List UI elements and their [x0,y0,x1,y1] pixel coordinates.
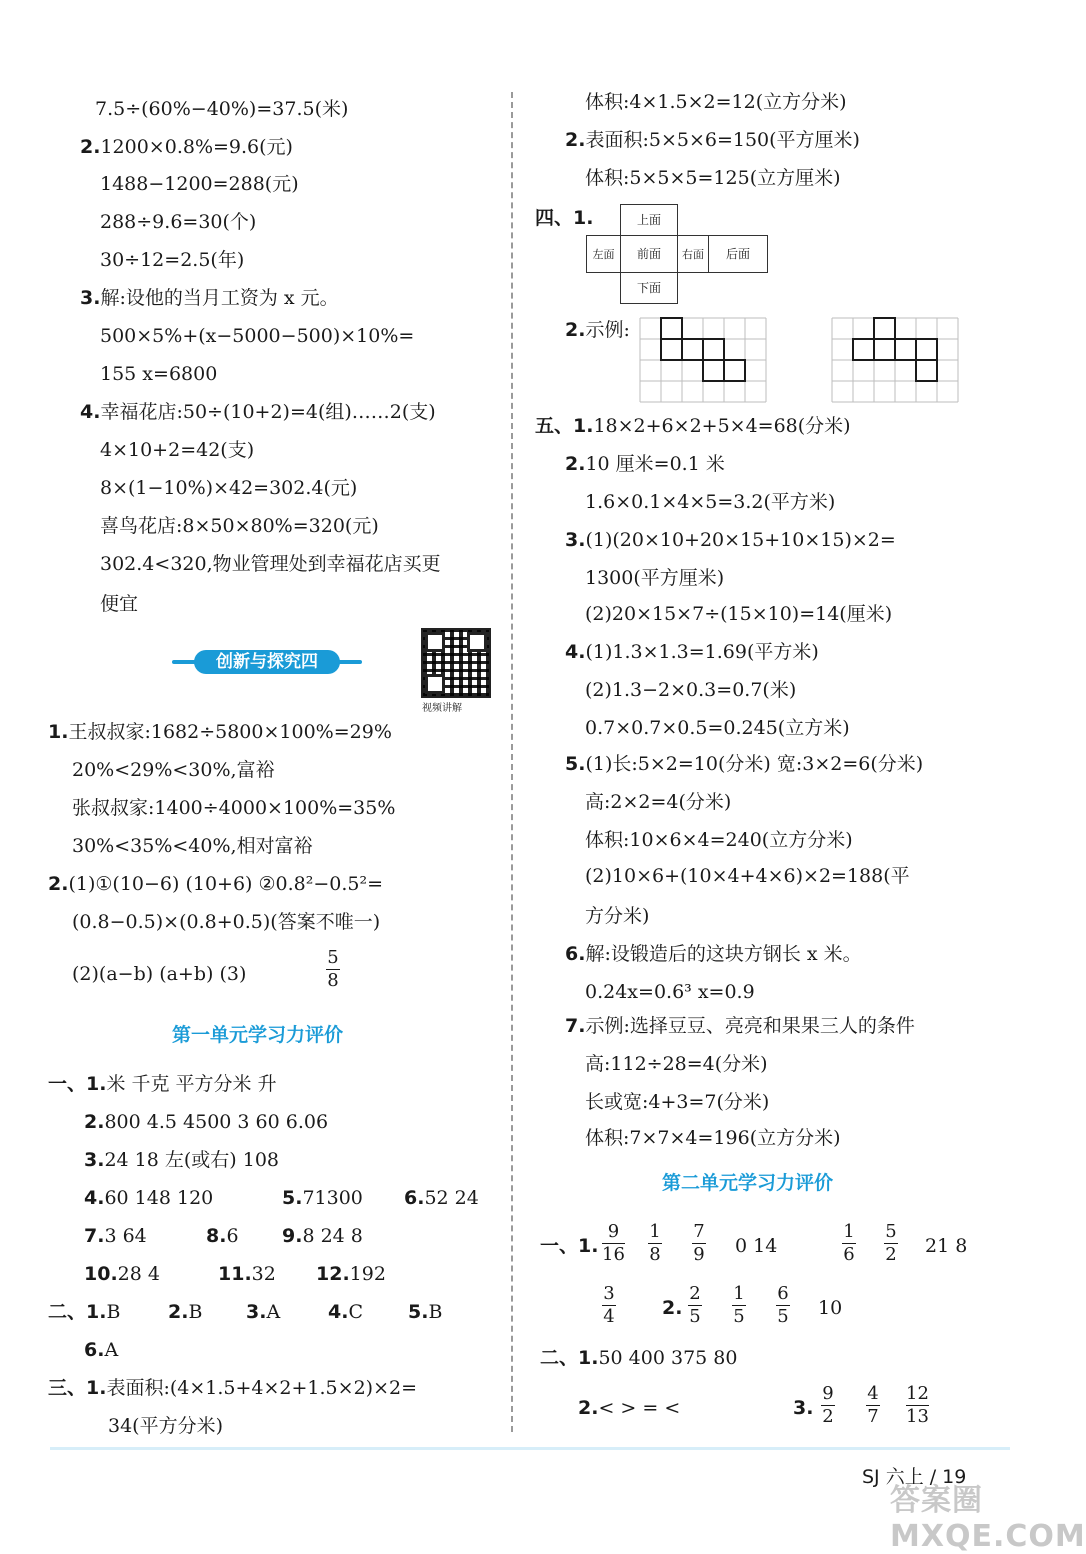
answer-text: (2)1.3−2×0.3=0.7(米) [585,679,797,701]
fraction-denominator: 2 [822,1406,834,1427]
answer-text: 4×10+2=42(支) [100,439,255,461]
answer-line [316,1262,386,1286]
answer-line [100,438,254,462]
question-number: 4. [328,1301,349,1323]
net-left-face: 左面 [586,235,621,273]
question-number: 7. [565,1015,586,1037]
fraction-denominator: 8 [327,970,339,991]
fraction-denominator: 7 [867,1406,879,1427]
answer-text: 10 [818,1297,843,1319]
answer-text: 王叔叔家:1682÷5800×100%=29% [68,721,392,743]
question-number: 3. [793,1397,814,1419]
answer-text: 体积:7×7×4=196(立方分米) [585,1127,841,1149]
answer-line [108,1414,223,1438]
answer-line [246,1300,280,1324]
fraction [821,1384,835,1427]
question-number: 一、1. [48,1073,107,1095]
question-number: 2. [80,136,101,158]
question-number: 2. [565,453,586,475]
question-number: 3. [80,287,101,309]
answer-line [585,678,796,702]
answer-text: 高:112÷28=4(分米) [585,1053,768,1075]
answer-text: 302.4<320,物业管理处到幸福花店买更 [100,553,441,575]
answer-line [585,602,892,626]
answer-text: 0 14 [735,1235,778,1257]
answer-text: 长或宽:4+3=7(分米) [585,1091,770,1113]
qr-label: 视频讲解 [422,703,462,714]
answer-line [585,90,847,114]
answer-line [84,1224,147,1248]
answer-text: (2)20×15×7÷(15×10)=14(厘米) [585,603,893,625]
fraction [842,1222,856,1265]
answer-text: < > = < [598,1397,681,1419]
answer-line [578,1396,680,1420]
question-number: 2. [565,129,586,151]
answer-line [585,1126,841,1150]
question-number: 10. [84,1263,118,1285]
answer-line [565,640,819,664]
fraction [648,1222,662,1265]
answer-line [100,324,414,348]
answer-text: 示例: [585,319,630,341]
question-number: 2. [168,1301,189,1323]
answer-line [72,962,246,986]
answer-text: (1)①(10−6) (10+6) ②0.8²−0.5²= [68,873,384,895]
answer-line [218,1262,276,1286]
answer-text: 28 4 [117,1263,160,1285]
answer-line [328,1300,363,1324]
answer-line [95,97,348,121]
question-number: 3. [565,529,586,551]
answer-line [282,1224,363,1248]
answer-text: C [348,1301,363,1323]
question-number: 12. [316,1263,350,1285]
answer-line [100,592,138,616]
net-front-face: 前面 [620,235,678,273]
answer-text: (1)1.3×1.3=1.69(平方米) [585,641,819,663]
answer-text: (1)长:5×2=10(分米) 宽:3×2=6(分米) [585,753,924,775]
net-bottom-face: 下面 [620,272,678,304]
fraction-denominator: 8 [649,1244,661,1265]
fraction [602,1222,625,1265]
answer-text: 表面积:(4×1.5+4×2+1.5×2)×2= [106,1377,417,1399]
answer-line [80,286,339,310]
answer-line [585,828,853,852]
answer-text: 34(平方分米) [108,1415,224,1437]
answer-text: 52 24 [424,1187,479,1209]
answer-text: (1)(20×10+20×15+10×15)×2= [585,529,896,551]
answer-text: 192 [349,1263,386,1285]
question-number: 8. [206,1225,227,1247]
answer-text: 0.7×0.7×0.5=0.245(立方米) [585,717,850,739]
answer-line [48,720,392,744]
answer-line [84,1186,213,1210]
question-number: 二、1. [48,1301,107,1323]
fraction-denominator: 6 [843,1244,855,1265]
section-banner [172,648,362,676]
answer-line [565,452,725,476]
answer-text: 1200×0.8%=9.6(元) [100,136,293,158]
fraction-numerator: 4 [867,1383,879,1404]
question-number: 4. [565,641,586,663]
example-grid-2 [832,318,958,402]
answer-line [72,910,380,934]
answer-line [404,1186,479,1210]
answer-line [585,566,724,590]
answer-text: 表面积:5×5×6=150(平方厘米) [585,129,860,151]
fraction [776,1284,790,1327]
answer-line [535,414,851,438]
fraction-numerator: 2 [689,1283,701,1304]
fraction-numerator: 9 [822,1383,834,1404]
answer-text: 体积:4×1.5×2=12(立方分米) [585,91,847,113]
answer-line [585,490,835,514]
question-number: 4. [80,401,101,423]
qr-code-icon[interactable] [421,628,491,698]
answer-line [565,528,896,552]
answer-line [84,1262,160,1286]
question-number: 三、1. [48,1377,107,1399]
answer-text: 60 148 120 [104,1187,214,1209]
answer-line [540,1346,737,1370]
answer-text: 幸福花店:50÷(10+2)=4(组)……2(支) [100,401,436,423]
fraction [866,1384,880,1427]
fraction-numerator: 5 [327,947,339,968]
answer-text: 张叔叔家:1400÷4000×100%=35% [72,797,396,819]
answer-text: 1488−1200=288(元) [100,173,299,195]
question-number: 5. [408,1301,429,1323]
answer-line [565,318,630,342]
answer-text: 10 厘米=0.1 米 [585,453,725,475]
answer-text: A [104,1339,119,1361]
question-number: 11. [218,1263,252,1285]
fraction-denominator: 5 [733,1306,745,1327]
answer-line [206,1224,239,1248]
question-number: 四、1. [535,207,594,229]
answer-text: 体积:5×5×5=125(立方厘米) [585,167,841,189]
question-number: 2. [662,1297,683,1319]
answer-text: 7.5÷(60%−40%)=37.5(米) [95,98,349,120]
fraction-numerator: 7 [693,1221,705,1242]
question-number: 3. [246,1301,267,1323]
answer-line [100,476,357,500]
answer-line [585,1052,768,1076]
answer-text: 示例:选择豆豆、亮亮和果果三人的条件 [585,1015,915,1037]
fraction-denominator: 5 [689,1306,701,1327]
answer-line [662,1296,682,1320]
fraction [602,1284,616,1327]
fraction [884,1222,898,1265]
answer-line [565,752,923,776]
answer-text: 米 千克 平方分米 升 [106,1073,277,1095]
answer-line [408,1300,442,1324]
fraction-denominator: 9 [693,1244,705,1265]
answer-line [565,128,860,152]
answer-line [925,1234,967,1258]
answer-text: 20%<29%<30%,富裕 [72,759,275,781]
fraction [692,1222,706,1265]
fraction [732,1284,746,1327]
question-number: 3. [84,1149,105,1171]
question-number: 4. [84,1187,105,1209]
answer-line [100,362,217,386]
question-number: 5. [282,1187,303,1209]
question-number: 6. [565,943,586,965]
fraction [906,1384,929,1427]
watermark: 答案圈 MXQE.COM [890,1483,1086,1554]
answer-line [84,1110,328,1134]
answer-text: 30÷12=2.5(年) [100,249,245,271]
answer-line [100,552,441,576]
fraction [326,948,340,991]
fraction-numerator: 6 [777,1283,789,1304]
answer-text: 便宜 [100,593,139,615]
question-number: 2. [84,1111,105,1133]
question-number: 二、1. [540,1347,599,1369]
answer-line [793,1396,813,1420]
answer-text: 3 64 [104,1225,147,1247]
fraction-denominator: 4 [603,1306,615,1327]
answer-line [565,942,862,966]
fraction-denominator: 13 [906,1406,929,1427]
answer-text: 6 [226,1225,239,1247]
question-number: 7. [84,1225,105,1247]
fraction-denominator: 5 [777,1306,789,1327]
fraction-numerator: 9 [607,1221,620,1242]
answer-line [585,1090,769,1114]
answer-line [100,514,379,538]
answer-line [48,1300,120,1324]
answer-text: 高:2×2=4(分米) [585,791,732,813]
answer-text: 方分米) [585,905,650,927]
section-title-unit1: 第一单元学习力评价 [172,1024,344,1046]
net-back-face: 后面 [708,235,768,273]
answer-line [585,790,731,814]
answer-text: 32 [251,1263,276,1285]
answer-text: 18×2+6×2+5×4=68(分米) [593,415,851,437]
answer-line [80,135,293,159]
answer-line [168,1300,202,1324]
fraction-numerator: 12 [906,1383,929,1404]
question-number: 2. [565,319,586,341]
question-number: 6. [404,1187,425,1209]
answer-line [100,172,299,196]
answer-text: 1.6×0.1×4×5=3.2(平方米) [585,491,836,513]
answer-text: (0.8−0.5)×(0.8+0.5)(答案不唯一) [72,911,381,933]
answer-text: 8×(1−10%)×42=302.4(元) [100,477,358,499]
answer-line [585,166,841,190]
answer-text: 喜鸟花店:8×50×80%=320(元) [100,515,379,537]
answer-text: 800 4.5 4500 3 60 6.06 [104,1111,329,1133]
answer-line [72,758,275,782]
fraction-numerator: 3 [603,1283,615,1304]
question-number: 一、1. [540,1235,599,1257]
answer-text: 500×5%+(x−5000−500)×10%= [100,325,415,347]
banner-title: 创新与探究四 [194,650,340,674]
answer-line [48,1376,417,1400]
answer-text: 解:设锻造后的这块方钢长 x 米。 [585,943,862,965]
section-title-unit2: 第二单元学习力评价 [662,1172,834,1194]
answer-text: 288÷9.6=30(个) [100,211,257,233]
answer-text: B [106,1301,121,1323]
answer-text: 8 24 8 [302,1225,363,1247]
answer-text: 1300(平方厘米) [585,567,725,589]
answer-line [818,1296,842,1320]
fraction-denominator: 2 [885,1244,897,1265]
answer-line [100,210,256,234]
answer-line [565,1014,915,1038]
answer-text: 155 x=6800 [100,363,218,385]
answer-line [282,1186,363,1210]
answer-line [735,1234,777,1258]
answer-text: 30%<35%<40%,相对富裕 [72,835,313,857]
answer-text: 71300 [302,1187,363,1209]
question-number: 6. [84,1339,105,1361]
answer-text: (2)(a−b) (a+b) (3) [72,963,247,985]
net-top-face: 上面 [620,204,678,236]
example-grid-1 [640,318,766,402]
question-number: 2. [578,1397,599,1419]
question-number: 五、1. [535,415,594,437]
fraction-denominator: 16 [602,1244,625,1265]
fraction-numerator: 1 [843,1221,855,1242]
answer-line [585,716,850,740]
fraction-numerator: 5 [885,1221,897,1242]
answer-text: B [188,1301,203,1323]
answer-line [540,1234,598,1258]
answer-line [535,206,593,230]
net-right-face: 右面 [677,235,709,273]
page-footer: SJ 六上 / 19 [862,1466,967,1488]
answer-line [84,1148,279,1172]
answer-line [585,904,649,928]
fraction [688,1284,702,1327]
fraction-numerator: 1 [649,1221,661,1242]
answer-line [585,980,755,1004]
answer-text: (2)10×6+(10×4+4×6)×2=188(平 [585,865,910,887]
answer-text: 50 400 375 80 [598,1347,738,1369]
answer-text: 体积:10×6×4=240(立方分米) [585,829,853,851]
footer-divider [50,1447,1010,1450]
answer-line [72,796,395,820]
answer-text: 24 18 左(或右) 108 [104,1149,280,1171]
answer-text: B [428,1301,443,1323]
question-number: 1. [48,721,69,743]
answer-text: 21 8 [925,1235,968,1257]
column-divider [511,92,513,1432]
answer-line [48,872,383,896]
question-number: 9. [282,1225,303,1247]
fraction-numerator: 1 [733,1283,745,1304]
answer-text: 0.24x=0.6³ x=0.9 [585,981,755,1003]
answer-text: 解:设他的当月工资为 x 元。 [100,287,339,309]
banner-right-bar [332,660,362,664]
answer-line [585,864,910,888]
answer-line [84,1338,118,1362]
question-number: 5. [565,753,586,775]
answer-line [72,834,313,858]
question-number: 2. [48,873,69,895]
answer-line [100,248,244,272]
answer-line [80,400,436,424]
answer-line [48,1072,277,1096]
answer-text: A [266,1301,281,1323]
